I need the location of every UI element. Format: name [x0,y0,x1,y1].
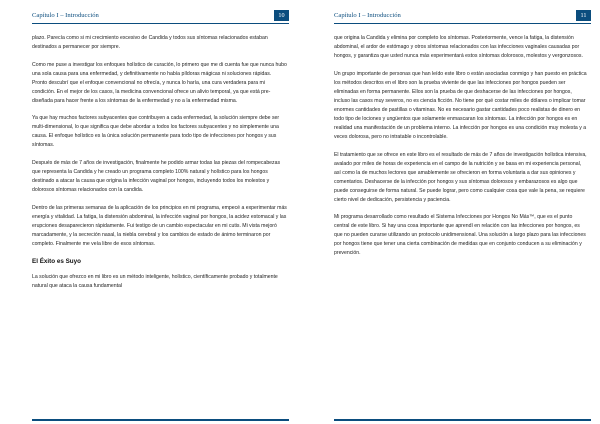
chapter-title: Capítulo I – Introducción [334,12,401,19]
page-header [32,11,289,24]
paragraph: El tratamiento que se ofrece en este libro es el resultado de más de 7 años de investigación holística intensiva, avalado por miles de horas de experiencia en el campo de la nutrición y se basa en mi experiencia personal, así como la de muchos lectores que amablemente se ofrecieron en forma voluntaria a dar sus opiniones y comentarios. Deshacerse de la infección por hongos y sus síntomas dolorosos y embarazosos es algo que puede conseguirse de forma natural. Se puede lograr, pero como cualquier cosa que vale la pena, se requiere cierto nivel de dedicación, persistencia y paciencia. [334,151,587,203]
paragraph: Como me puse a investigar los enfoques holístico de curación, lo primero que me di cuenta fue que nunca hubo una sola causa para una enfermedad, y definitivamente no había píldoras mágicas ni soluciones rápidas. Pronto descubrí que el enfoque convencional no ofrecía, y nunca lo haría, una cura verdadera para mi condición. En el mejor de los casos, la medicina convencional ofrece un alivio temporal, ya que está pre-diseñada para hacer frente a los síntomas de la enfermedad y no a la enfermedad misma. [32,61,287,104]
paragraph: plazo. Parecía como si mi crecimiento excesivo de Candida y todos sus síntomas relacionados estaban destinados a permanecer por siempre. [32,35,268,51]
paragraph: Mi programa desarrollado como resultado el Sistema Infecciones por Hongos No Más™, que es el punto central de este libro. Si hay una cosa importante que aprendí en relación con las infecciones por hongos, es que no pueden curarse utilizando un protocolo unidimensional. Una solución a largo plazo para las infecciones por hongos tiene que tener una cierta combinación de medidas que en conjunto conducen a su eliminación y prevención. [334,214,586,257]
paragraph: que origina la Candida y elimina por completo los síntomas. Posteriormente, vence la fatiga, la distensión abdominal, el ardor de estómago y otros síntomas relacionados con las infecciones vaginales causadas por hongos, y garantiza que usted nunca más experimentará estos síntomas dolorosos, molestos y vergonzosos. [334,35,583,60]
page-number: 10 [274,10,289,21]
left-page [12,0,295,424]
chapter-title: Capítulo I – Introducción [32,12,99,19]
paragraph: Ya que hay muchos factores subyacentes que contribuyen a cada enfermedad, la solución siempre debe ser multi-dimensional, lo que significa que debe abordar a todos los factores subyacentes y no simplemente una causa. El enfoque holístico es la única solución permanente para todo tipo de infecciones por hongos y sus síntomas. [32,115,280,149]
paragraph: Un grupo importante de personas que han leído este libro o están asociadas conmigo y han puesto en práctica los métodos descritos en el libro son la prueba viviente de que las infecciones por hongos pueden ser eliminadas en forma permanente. Ellos son la prueba de que deshacerse de las infecciones por hongos, incluso las casos muy severos, no es ciencia ficción. No tiene por qué costar miles de dólares o implicar tomar enormes cantidades de pastillas o vitaminas. No es necesario gastar cantidades poco realistas de dinero en todo tipo de lociones y ungüentos que solamente enmascaran los síntomas. La infección por hongos es en realidad una manifestación de un problema interno. La infección por hongos es una condición muy molesta y a veces dolorosa, pero no intratable o incontrolable. [334,70,587,140]
right-page [314,0,597,424]
footer-rule [32,419,289,421]
paragraph: Después de más de 7 años de investigación, finalmente he podido armar todas las piezas del rompecabezas que representa la Candida y he creado un programa completo 100% natural y holístico para los hongos destinado a atacar la causa que origina la infección vaginal por hongos, incluyendo todos los molestos y dolorosos síntomas relacionados con la candida. [32,160,281,194]
paragraph: La solución que ofrezco en mi libro es un método inteligente, holístico, científicamente probado y totalmente natural que ataca la causa fundamental [32,274,278,290]
page-number: 11 [576,10,591,21]
section-heading: El Éxito es Suyo [32,258,81,266]
page-body [334,34,589,267]
page-header [334,11,591,24]
page-body [32,34,287,300]
footer-rule [334,419,591,421]
paragraph: Dentro de las primeras semanas de la aplicación de los principios en mi programa, empecé a experimentar más energía y vitalidad. La fatiga, la distensión abdominal, la infección vaginal por hongos, la acidez estomacal y las erupciones desaparecieron rápidamente. Fui testigo de un cambio espectacular en mi cutis. Mi vista mejoró marcadamente, y la secreción nasal, la niebla cerebral y los cambios de estado de ánimo terminaron por completo. Finalmente me veía libre de esos síntomas. [32,204,287,247]
